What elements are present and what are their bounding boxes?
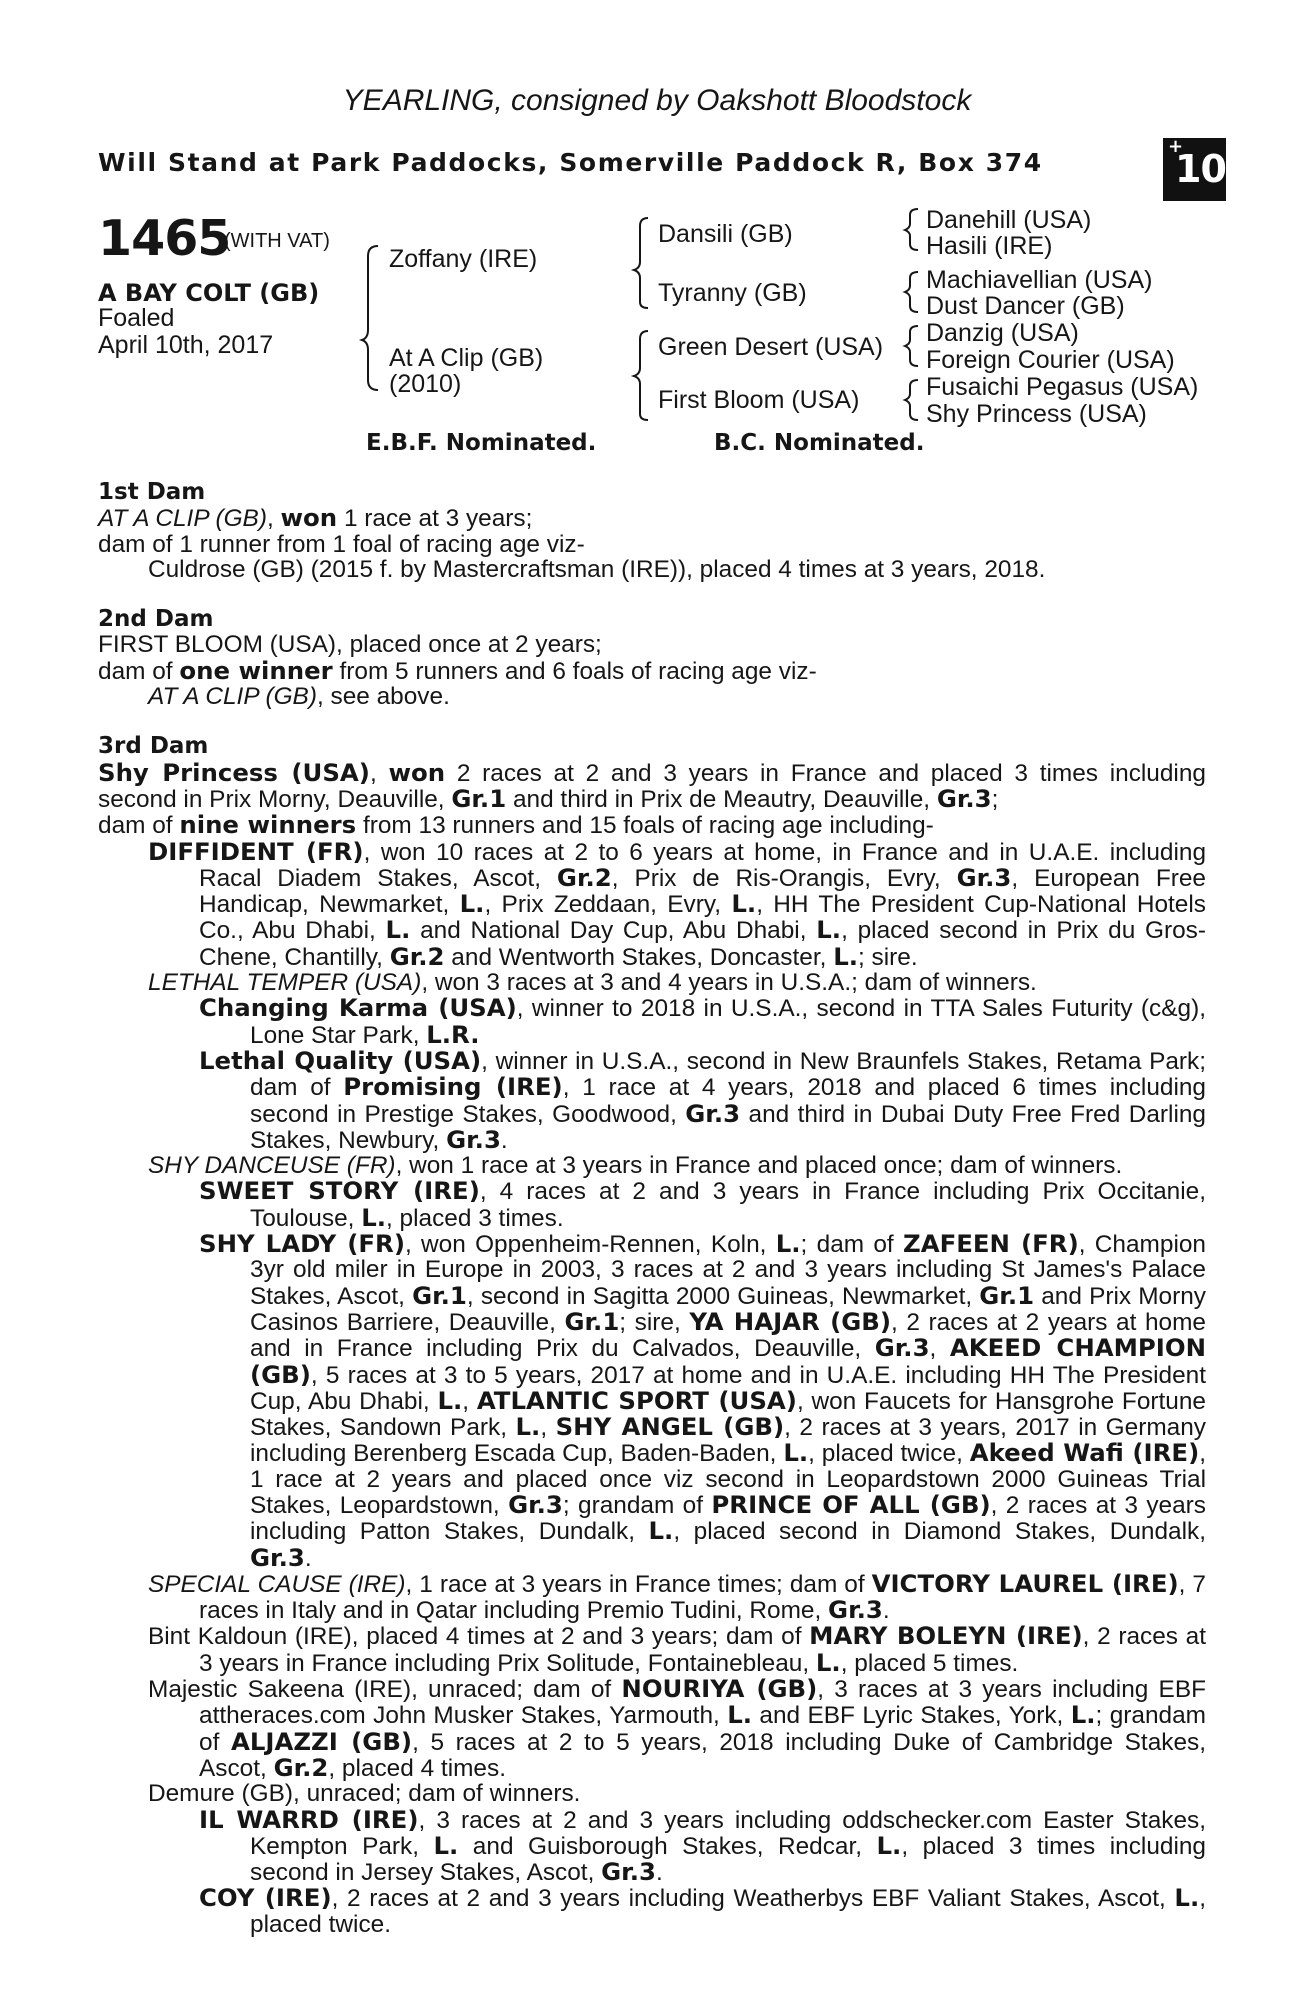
bold-text: ALJAZZI (GB) — [230, 1726, 413, 1756]
bold-text: L. — [876, 1830, 902, 1860]
bold-text: Gr.1 — [564, 1306, 620, 1336]
page-title: YEARLING, consigned by Oakshott Bloodstock — [342, 84, 972, 117]
badge-plus-mark: + — [1168, 136, 1184, 157]
pedigree-gg-2: Hasili (IRE) — [926, 232, 1053, 260]
dam-record: Shy Princess (USA), won 2 races at 2 and 3 years in France and placed 3 times including second in Prix Morny, Deauville, Gr.1 and third in Prix de Meautry, Deauville, Gr.3; — [98, 757, 1206, 813]
produce-entry: SPECIAL CAUSE (IRE), 1 race at 3 years in France times; dam of VICTORY LAUREL (IRE), 7 races in Italy and in Qatar including Premio Tudini, Rome, Gr.3. — [148, 1568, 1206, 1625]
dam-record: dam of one winner from 5 runners and 6 foals of racing age viz- — [98, 655, 817, 685]
italic-text: SPECIAL CAUSE (IRE) — [148, 1570, 406, 1598]
dam-record: dam of nine winners from 13 runners and 15 foals of racing age including- — [98, 810, 934, 840]
pedigree-sire: Zoffany (IRE) — [389, 245, 538, 273]
bold-text: Gr.3 — [508, 1489, 563, 1519]
bold-text: DIFFIDENT (FR) — [148, 836, 364, 866]
bc-nomination: B.C. Nominated. — [714, 430, 925, 456]
section-heading: 2nd Dam — [98, 606, 214, 633]
italic-text: LETHAL TEMPER (USA) — [148, 969, 422, 997]
bold-text: L. — [361, 1202, 386, 1232]
produce-record — [98, 480, 1206, 1937]
bold-text: Gr.3 — [874, 1333, 930, 1363]
bold-text: Gr.3 — [956, 862, 1012, 892]
produce-entry: LETHAL TEMPER (USA), won 3 races at 3 and 4 years in U.S.A.; dam of winners. — [148, 969, 1037, 997]
pedigree-gg-7: Fusaichi Pegasus (USA) — [926, 373, 1199, 401]
bold-text: VICTORY LAUREL (IRE) — [871, 1568, 1179, 1598]
bold-text: nine winners — [179, 810, 357, 840]
bold-text: IL WARRD (IRE) — [199, 1804, 419, 1834]
bold-text: L. — [815, 1647, 841, 1677]
bold-text: L. — [515, 1412, 541, 1442]
bold-text: YA HAJAR (GB) — [689, 1306, 892, 1336]
vat-note: (WITH VAT) — [224, 230, 330, 252]
badge-number: 10 — [1175, 147, 1226, 191]
lot-number: 1465 — [98, 210, 231, 267]
pedigree-sire-dam: Tyranny (GB) — [658, 279, 807, 307]
produce-entry: DIFFIDENT (FR), won 10 races at 2 to 6 years at home, in France and in U.A.E. including Racal Diadem Stakes, Ascot, Gr.2, Prix de Ris-Orangis, Evry, Gr.3, European Free Handicap, Newmarket, L., Prix Zeddaan, Evry, L., HH The President Cup-National Hotels Co., Abu Dhabi, L. and National Day Cup, Abu Dhabi, L., placed second in Prix du Gros-Chene, Chantilly, Gr.2 and Wentworth Stakes, Doncaster, L.; sire. — [148, 836, 1207, 971]
dam-record: dam of 1 runner from 1 foal of racing age viz- — [98, 530, 585, 558]
bold-text: ZAFEEN (FR) — [903, 1229, 1079, 1259]
produce-entry: Changing Karma (USA), winner to 2018 in U.S.A., second in TTA Sales Futurity (c&g), Lone Star Park, L.R. — [199, 993, 1206, 1049]
bold-text: Gr.3 — [601, 1857, 656, 1887]
bold-text: Gr.2 — [556, 862, 612, 892]
pedigree-dam-sire: Green Desert (USA) — [658, 333, 884, 361]
pedigree-gg-5: Danzig (USA) — [926, 319, 1079, 347]
produce-entry: Bint Kaldoun (IRE), placed 4 times at 2 and 3 years; dam of MARY BOLEYN (IRE), 2 races at 3 years in France including Prix Solitude, Fontainebleau, L., placed 5 times. — [148, 1621, 1207, 1677]
bold-text: COY (IRE) — [199, 1883, 332, 1913]
bold-text: L. — [437, 1385, 463, 1415]
bold-text: SWEET STORY (IRE) — [199, 1176, 480, 1206]
stand-location: Will Stand at Park Paddocks, Somerville Paddock R, Box 374 — [98, 148, 1043, 177]
pedigree-sire-sire: Dansili (GB) — [658, 220, 793, 248]
bold-text: Gr.1 — [412, 1280, 467, 1310]
bold-text: NOURIYA (GB) — [621, 1674, 818, 1704]
bold-text: Gr.2 — [389, 941, 445, 971]
italic-text: AT A CLIP (GB) — [148, 683, 317, 711]
section-heading: 1st Dam — [98, 479, 206, 505]
bold-text: L. — [1070, 1700, 1096, 1730]
bold-text: Shy Princess (USA) — [98, 757, 370, 787]
bold-text: ATLANTIC SPORT (USA) — [476, 1385, 797, 1415]
produce-entry: COY (IRE), 2 races at 2 and 3 years including Weatherbys EBF Valiant Stakes, Ascot, L., placed twice. — [199, 1883, 1207, 1938]
bold-text: SHY ANGEL (GB) — [555, 1412, 785, 1442]
dam-record: FIRST BLOOM (USA), placed once at 2 years; — [98, 631, 602, 659]
lot-description: A BAY COLT (GB) — [98, 279, 320, 307]
foaled-label: Foaled — [98, 304, 175, 332]
bold-text: L. — [433, 1830, 459, 1860]
produce-entry: SHY LADY (FR), won Oppenheim-Rennen, Koln, L.; dam of ZAFEEN (FR), Champion 3yr old miler in Europe in 2003, 3 races at 2 and 3 years including St James's Palace Stakes, Ascot, Gr.1, second in Sagitta 2000 Guineas, Newmarket, Gr.1 and Prix Morny Casinos Barriere, Deauville, Gr.1; sire, YA HAJAR (GB), 2 races at 2 years at home and in France including Prix du Calvados, Deauville, Gr.3, AKEED CHAMPION (GB), 5 races at 3 to 5 years, 2017 at home and in U.A.E. including HH The President Cup, Abu Dhabi, L., ATLANTIC SPORT (USA), won Faucets for Hansgrohe Fortune Stakes, Sandown Park, L., SHY ANGEL (GB), 2 races at 3 years, 2017 in Germany including Berenberg Escada Cup, Baden-Baden, L., placed twice, Akeed Wafi (IRE), 1 race at 2 years and placed once viz second in Leopardstown 2000 Guineas Trial Stakes, Leopardstown, Gr.3; grandam of PRINCE OF ALL (GB), 2 races at 3 years including Patton Stakes, Dundalk, L., placed second in Diamond Stakes, Dundalk, Gr.3. — [199, 1229, 1207, 1572]
bold-text: Gr.1 — [451, 783, 507, 813]
pedigree-gg-3: Machiavellian (USA) — [926, 266, 1153, 294]
bold-text: MARY BOLEYN (IRE) — [809, 1621, 1083, 1651]
bold-text: L. — [816, 915, 842, 945]
bold-text: won — [280, 503, 338, 533]
produce-entry: SWEET STORY (IRE), 4 races at 2 and 3 years in France including Prix Occitanie, Toulouse, L., placed 3 times. — [199, 1176, 1206, 1232]
pedigree-dam: At A Clip (GB) — [389, 344, 544, 372]
produce-entry: Demure (GB), unraced; dam of winners. — [148, 1780, 581, 1808]
italic-text: SHY DANCEUSE (FR) — [148, 1152, 396, 1180]
bold-text: L. — [783, 1438, 809, 1468]
produce-entry: SHY DANCEUSE (FR), won 1 race at 3 years in France and placed once; dam of winners. — [148, 1152, 1123, 1180]
bold-text: L. — [731, 889, 757, 919]
bold-text: L. — [833, 941, 858, 971]
bold-text: Gr.3 — [250, 1542, 305, 1572]
dam-record: AT A CLIP (GB), won 1 race at 3 years; — [98, 503, 533, 533]
bold-text: Changing Karma (USA) — [199, 993, 517, 1023]
produce-entry: AT A CLIP (GB), see above. — [148, 683, 450, 711]
bold-text: Promising (IRE) — [343, 1072, 563, 1102]
section-gap — [98, 709, 1206, 734]
bold-text: SHY LADY (FR) — [199, 1229, 405, 1259]
bold-text: L. — [727, 1700, 753, 1730]
section-gap — [98, 582, 1206, 607]
ebf-nomination: E.B.F. Nominated. — [366, 430, 597, 456]
bold-text: Akeed Wafi (IRE) — [969, 1438, 1200, 1468]
produce-entry: Majestic Sakeena (IRE), unraced; dam of NOURIYA (GB), 3 races at 3 years including EBF attheraces.com John Musker Stakes, Yarmouth, L. and EBF Lyric Stakes, York, L.; grandam of ALJAZZI (GB), 5 races at 2 to 5 years, 2018 including Duke of Cambridge Stakes, Ascot, Gr.2, placed 4 times. — [148, 1674, 1206, 1782]
produce-entry: Culdrose (GB) (2015 f. by Mastercraftsman (IRE)), placed 4 times at 3 years, 2018. — [148, 555, 1046, 583]
bold-text: Gr.3 — [936, 783, 992, 813]
bold-text: L. — [459, 889, 485, 919]
bold-text: L. — [385, 915, 411, 945]
pedigree-dam-year: (2010) — [389, 370, 462, 398]
bold-text: won — [388, 757, 446, 787]
bold-text: one winner — [179, 655, 333, 685]
produce-entry: IL WARRD (IRE), 3 races at 2 and 3 years including oddschecker.com Easter Stakes, Kempton Park, L. and Guisborough Stakes, Redcar, L., placed 3 times including second in Jersey Stakes, Ascot, Gr.3. — [199, 1804, 1207, 1887]
bold-text: AKEED CHAMPION (GB) — [250, 1333, 1206, 1389]
bold-text: Gr.2 — [273, 1752, 329, 1782]
section-heading: 3rd Dam — [98, 733, 209, 760]
produce-entry: Lethal Quality (USA), winner in U.S.A., second in New Braunfels Stakes, Retama Park; dam of Promising (IRE), 1 race at 4 years, 2018 and placed 6 times including second in Prestige Stakes, Goodwood, Gr.3 and third in Dubai Duty Free Fred Darling Stakes, Newbury, Gr.3. — [199, 1045, 1206, 1154]
italic-text: AT A CLIP (GB) — [98, 505, 267, 533]
foaled-date: April 10th, 2017 — [98, 331, 274, 359]
pedigree-gg-4: Dust Dancer (GB) — [926, 292, 1125, 320]
bold-text: L.R. — [426, 1019, 480, 1049]
bold-text: L. — [1174, 1883, 1200, 1913]
bold-text: Gr.3 — [685, 1098, 741, 1128]
pedigree-gg-6: Foreign Courier (USA) — [926, 346, 1175, 374]
bold-text: L. — [775, 1229, 801, 1259]
pedigree-dam-dam: First Bloom (USA) — [658, 386, 860, 414]
pedigree-gg-8: Shy Princess (USA) — [926, 400, 1147, 428]
bold-text: PRINCE OF ALL (GB) — [711, 1489, 991, 1519]
bold-text: L. — [648, 1516, 674, 1546]
pedigree-gg-1: Danehill (USA) — [926, 206, 1092, 234]
bold-text: Gr.1 — [979, 1280, 1035, 1310]
bold-text: Gr.3 — [446, 1124, 501, 1154]
bold-text: Lethal Quality (USA) — [199, 1045, 482, 1075]
bold-text: Gr.3 — [828, 1595, 883, 1625]
